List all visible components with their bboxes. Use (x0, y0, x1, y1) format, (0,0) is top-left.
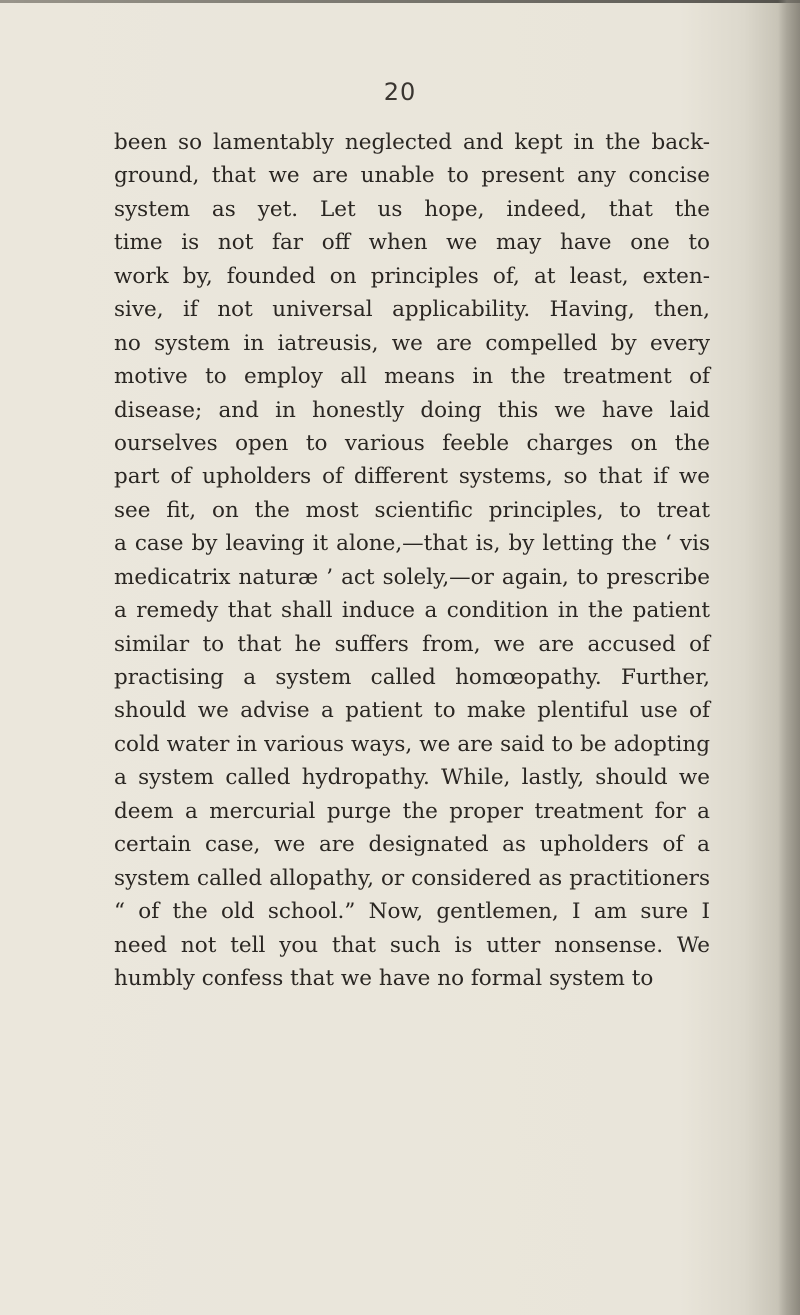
text-line: should we advise a patient to make plentiful use of (114, 698, 710, 724)
text-line: need not tell you that such is utter nonsense. We (114, 932, 710, 958)
text-line: system as yet. Let us hope, indeed, that the (114, 196, 710, 222)
page-number: 20 (383, 78, 417, 106)
text-line: a system called hydropathy. While, lastly, should we (114, 765, 710, 791)
text-line: similar to that he suffers from, we are accused of (114, 631, 710, 657)
text-line: work by, founded on principles of, at least, exten- (114, 263, 710, 289)
text-line: “ of the old school.” Now, gentlemen, I am sure I (114, 899, 710, 925)
text-line: see fit, on the most scientific principles, to treat (114, 497, 710, 523)
text-line: ground, that we are unable to present any concise (114, 163, 710, 189)
text-line: certain case, we are designated as upholders of a (114, 832, 710, 858)
text-line: humbly confess that we have no formal system to (114, 965, 654, 991)
text-line: practising a system called homœopathy. Further, (114, 665, 710, 690)
body-paragraph (114, 126, 710, 995)
text-line: a case by leaving it alone,—that is, by letting the ‘ vis (114, 531, 710, 557)
text-line: part of upholders of different systems, so that if we (114, 464, 710, 490)
text-line: time is not far off when we may have one to (114, 230, 710, 256)
text-line: motive to employ all means in the treatment of (114, 364, 710, 390)
top-edge-rule (0, 0, 800, 3)
text-line: cold water in various ways, we are said to be adopting (114, 731, 710, 757)
text-line: deem a mercurial purge the proper treatment for a (114, 798, 710, 824)
text-line: system called allopathy, or considered as practitioners (114, 865, 710, 891)
text-line: medicatrix naturæ ’ act solely,—or again, to prescribe (114, 564, 710, 590)
text-line: no system in iatreusis, we are compelled by every (114, 330, 710, 356)
text-line: sive, if not universal applicability. Having, then, (114, 297, 710, 323)
text-line: been so lamentably neglected and kept in the back- (114, 130, 710, 155)
text-line: ourselves open to various feeble charges on the (114, 430, 710, 456)
page-edge-shadow (778, 0, 800, 1315)
text-line: disease; and in honestly doing this we have laid (114, 397, 710, 423)
text-line: a remedy that shall induce a condition in the patient (114, 598, 710, 624)
